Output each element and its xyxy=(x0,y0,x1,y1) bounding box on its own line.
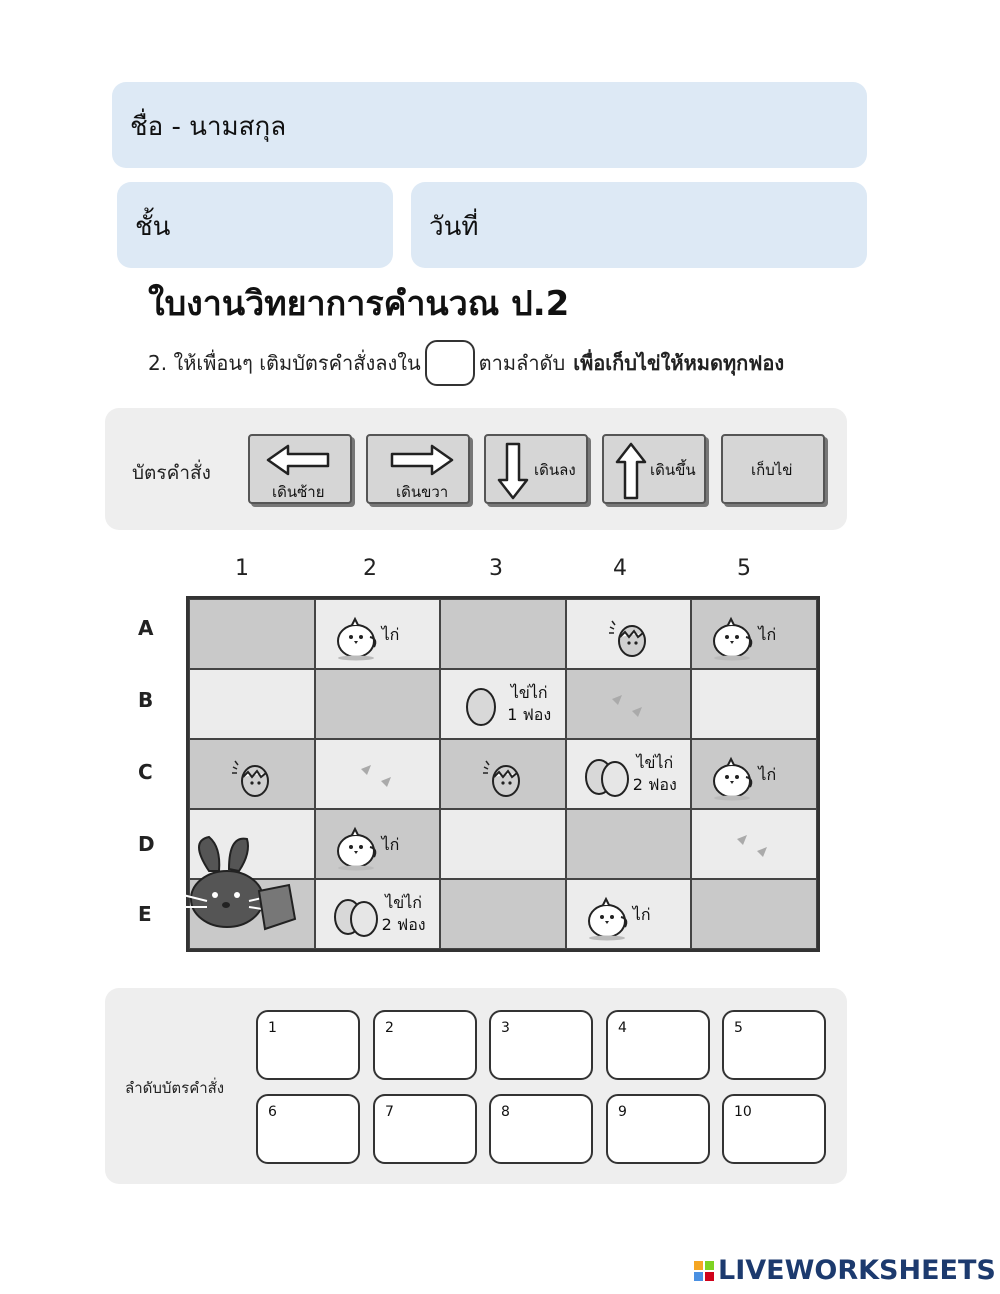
grid-cell-c3 xyxy=(440,739,566,809)
arrow-left-icon xyxy=(264,442,334,478)
col-header-1: 1 xyxy=(235,556,249,581)
grid-cell-a2 xyxy=(315,599,441,669)
row-header-b: B xyxy=(138,688,154,712)
brand-text: LIVEWORKSHEETS xyxy=(718,1255,996,1286)
grid-cell-e5 xyxy=(691,879,817,949)
grid-cell-c5 xyxy=(691,739,817,809)
grid-cell-e3 xyxy=(440,879,566,949)
col-header-3: 3 xyxy=(489,556,503,581)
grid-cell-d2 xyxy=(315,809,441,879)
brand-logo xyxy=(694,1255,996,1286)
chick-icon xyxy=(702,607,762,663)
answer-slot-number: 7 xyxy=(385,1104,394,1120)
instruction-before: 2. ให้เพื่อนๆ เติมบัตรคำสั่งลงใน xyxy=(148,351,421,375)
two-eggs-icon xyxy=(326,887,386,943)
answer-slot-10[interactable] xyxy=(722,1094,826,1164)
row-header-a: A xyxy=(138,616,154,640)
grid-cell-d5 xyxy=(691,809,817,879)
answer-slot-1[interactable] xyxy=(256,1010,360,1080)
grid-cell-a1 xyxy=(189,599,315,669)
card-walk-up-label: เดินขึ้น xyxy=(650,461,696,479)
liveworksheets-logo-icon xyxy=(694,1261,714,1281)
card-walk-right[interactable] xyxy=(366,434,470,504)
col-header-2: 2 xyxy=(363,556,377,581)
chick-icon xyxy=(577,887,637,943)
class-label: ชั้น xyxy=(135,212,171,242)
footprints-icon xyxy=(600,677,660,733)
instruction-bold: เพื่อเก็บไข่ให้หมดทุกฟอง xyxy=(573,351,785,375)
grid-cell-e2 xyxy=(315,879,441,949)
cell-text: ไข่ไก่ 1 ฟอง xyxy=(507,683,552,724)
grid-cell-c4 xyxy=(566,739,692,809)
grid-cell-a3 xyxy=(440,599,566,669)
answer-slot-9[interactable] xyxy=(606,1094,710,1164)
cell-text: ไข่ไก่ 2 ฟอง xyxy=(632,753,677,794)
card-walk-right-label: เดินขวา xyxy=(396,483,449,501)
chick-icon xyxy=(326,607,386,663)
cell-text: ไก่ xyxy=(381,835,400,854)
answer-slot-4[interactable] xyxy=(606,1010,710,1080)
name-label: ชื่อ - นามสกุล xyxy=(130,112,287,142)
answer-slot-5[interactable] xyxy=(722,1010,826,1080)
arrow-down-icon xyxy=(496,440,530,502)
grid-cell-b5 xyxy=(691,669,817,739)
answer-slot-3[interactable] xyxy=(489,1010,593,1080)
name-field[interactable] xyxy=(112,82,867,168)
card-collect-egg[interactable] xyxy=(721,434,825,504)
col-header-5: 5 xyxy=(737,556,751,581)
arrow-right-icon xyxy=(386,442,456,478)
cell-text: ไก่ xyxy=(758,765,777,784)
answer-slot-8[interactable] xyxy=(489,1094,593,1164)
worksheet-title: ใบงานวิทยาการคำนวณ ป.2 xyxy=(148,284,570,324)
footprints-icon xyxy=(349,747,409,803)
grid-cell-a5 xyxy=(691,599,817,669)
date-label: วันที่ xyxy=(429,212,479,242)
answer-slot-number: 4 xyxy=(618,1020,627,1036)
class-field[interactable] xyxy=(117,182,393,268)
date-field[interactable] xyxy=(411,182,867,268)
answer-slot-number: 5 xyxy=(734,1020,743,1036)
chick-icon xyxy=(326,817,386,873)
instruction xyxy=(148,340,784,386)
hatching-egg-icon xyxy=(223,747,283,803)
row-header-d: D xyxy=(138,832,155,856)
row-header-e: E xyxy=(138,902,152,926)
answer-slot-number: 3 xyxy=(501,1020,510,1036)
chick-icon xyxy=(702,747,762,803)
answer-slot-number: 2 xyxy=(385,1020,394,1036)
instruction-after: ตามลำดับ xyxy=(478,351,566,375)
answer-slot-number: 9 xyxy=(618,1104,627,1120)
grid-cell-c1 xyxy=(189,739,315,809)
cell-text: ไก่ xyxy=(381,625,400,644)
grid-cell-b1 xyxy=(189,669,315,739)
hatching-egg-icon xyxy=(600,607,660,663)
answer-slot-number: 10 xyxy=(734,1104,752,1120)
hatching-egg-icon xyxy=(474,747,534,803)
egg-icon xyxy=(451,677,511,733)
answer-slot-7[interactable] xyxy=(373,1094,477,1164)
rabbit-icon xyxy=(179,831,299,941)
answer-slot-number: 1 xyxy=(268,1020,277,1036)
cell-text: ไข่ไก่ 2 ฟอง xyxy=(381,893,426,934)
cell-text: ไก่ xyxy=(758,625,777,644)
grid-cell-e4 xyxy=(566,879,692,949)
arrow-up-icon xyxy=(614,440,648,502)
row-header-c: C xyxy=(138,760,153,784)
grid-cell-d4 xyxy=(566,809,692,879)
card-walk-up[interactable] xyxy=(602,434,706,504)
answer-slot-6[interactable] xyxy=(256,1094,360,1164)
answer-slot-number: 8 xyxy=(501,1104,510,1120)
grid-cell-b2 xyxy=(315,669,441,739)
grid-cell-a4 xyxy=(566,599,692,669)
col-header-4: 4 xyxy=(613,556,627,581)
card-walk-left-label: เดินซ้าย xyxy=(272,483,325,501)
grid-cell-b4 xyxy=(566,669,692,739)
blank-slot-icon xyxy=(425,340,475,386)
grid-cell-b3 xyxy=(440,669,566,739)
card-collect-egg-label: เก็บไข่ xyxy=(751,461,793,479)
map-grid xyxy=(186,596,820,952)
card-walk-down-label: เดินลง xyxy=(534,461,576,479)
card-walk-left[interactable] xyxy=(248,434,352,504)
answer-slot-2[interactable] xyxy=(373,1010,477,1080)
answer-panel-label: ลำดับบัตรคำสั่ง xyxy=(125,1079,225,1097)
command-panel-label: บัตรคำสั่ง xyxy=(132,462,211,484)
answer-slot-number: 6 xyxy=(268,1104,277,1120)
grid-cell-c2 xyxy=(315,739,441,809)
card-walk-down[interactable] xyxy=(484,434,588,504)
footprints-icon xyxy=(725,817,785,873)
two-eggs-icon xyxy=(577,747,637,803)
cell-text: ไก่ xyxy=(632,905,651,924)
grid-cell-d3 xyxy=(440,809,566,879)
